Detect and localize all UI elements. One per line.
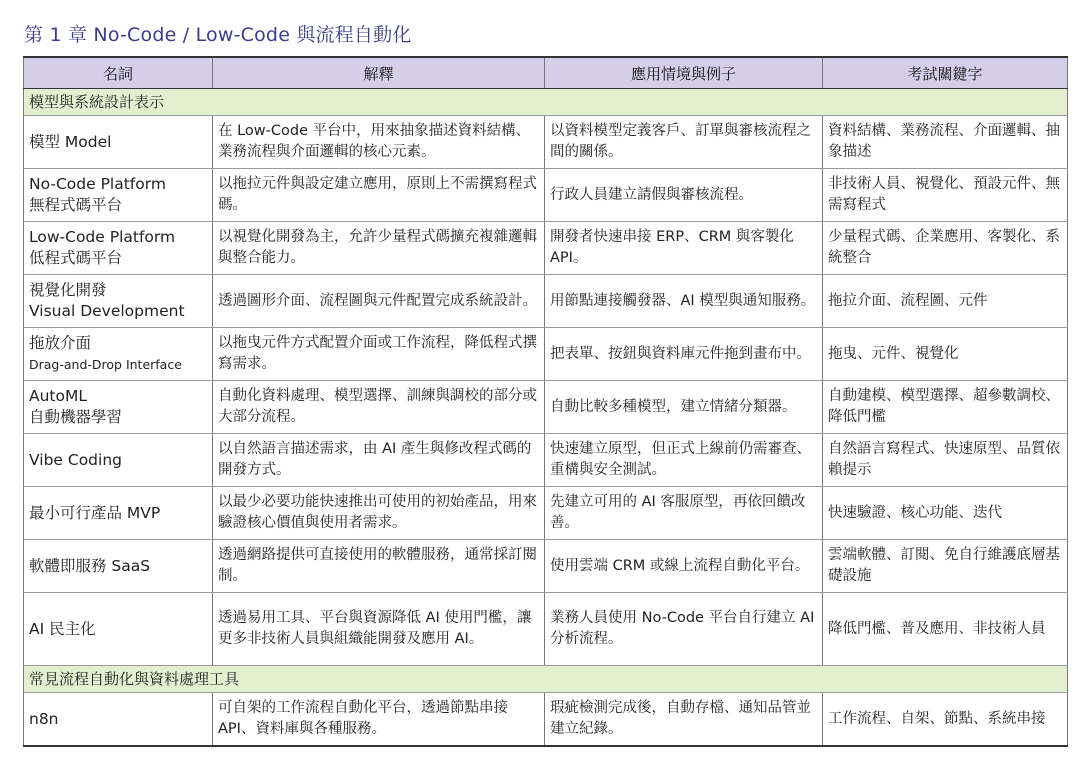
section-title: 模型與系統設計表示 <box>24 89 1068 116</box>
term-subtitle: 自動機器學習 <box>29 408 123 426</box>
term-cell <box>24 328 213 381</box>
term-name: 軟體即服務 SaaS <box>29 556 151 575</box>
example-cell: 快速建立原型，但正式上線前仍需審查、重構與安全測試。 <box>545 434 823 487</box>
table-row <box>24 434 1068 487</box>
term-name: 拖放介面 <box>29 334 92 352</box>
description-cell: 自動化資料處理、模型選擇、訓練與調校的部分或大部分流程。 <box>213 381 545 434</box>
term-cell <box>24 434 213 487</box>
description-cell: 透過易用工具、平台與資源降低 AI 使用門檻，讓更多非技術人員與組織能開發及應用 AI。 <box>213 593 545 666</box>
term-name: 視覺化開發 <box>29 281 107 299</box>
example-cell: 把表單、按鈕與資料庫元件拖到畫布中。 <box>545 328 823 381</box>
description-cell: 在 Low-Code 平台中，用來抽象描述資料結構、業務流程與介面邏輯的核心元素。 <box>213 116 545 169</box>
description-cell: 以自然語言描述需求，由 AI 產生與修改程式碼的開發方式。 <box>213 434 545 487</box>
keywords-cell: 快速驗證、核心功能、迭代 <box>823 487 1068 540</box>
description-cell: 透過網路提供可直接使用的軟體服務，通常採訂閱制。 <box>213 540 545 593</box>
term-name: 最小可行產品 MVP <box>29 503 161 522</box>
term-name: AutoML <box>29 387 87 405</box>
term-name: Low-Code Platform <box>29 228 176 246</box>
description-cell: 可自架的工作流程自動化平台，透過節點串接 API、資料庫與各種服務。 <box>213 693 545 747</box>
section-title: 常見流程自動化與資料處理工具 <box>24 666 1068 693</box>
term-subtitle: 低程式碼平台 <box>29 249 123 267</box>
section-row <box>24 666 1068 693</box>
keywords-cell: 降低門檻、普及應用、非技術人員 <box>823 593 1068 666</box>
term-cell <box>24 540 213 593</box>
example-cell: 開發者快速串接 ERP、CRM 與客製化 API。 <box>545 222 823 275</box>
example-cell: 行政人員建立請假與審核流程。 <box>545 169 823 222</box>
term-subtitle: Visual Development <box>29 302 185 320</box>
example-cell: 業務人員使用 No-Code 平台自行建立 AI 分析流程。 <box>545 593 823 666</box>
table-header-row <box>24 57 1068 89</box>
table-body <box>24 89 1068 747</box>
term-subtitle: Drag-and-Drop Interface <box>29 357 182 372</box>
keywords-cell: 自動建模、模型選擇、超參數調校、降低門檻 <box>823 381 1068 434</box>
term-cell <box>24 693 213 747</box>
example-cell: 瑕疵檢測完成後，自動存檔、通知品管並建立紀錄。 <box>545 693 823 747</box>
table-row <box>24 381 1068 434</box>
header-description: 解釋 <box>213 57 545 89</box>
table-row <box>24 275 1068 328</box>
example-cell: 先建立可用的 AI 客服原型，再依回饋改善。 <box>545 487 823 540</box>
header-example: 應用情境與例子 <box>545 57 823 89</box>
description-cell: 以拖曳元件方式配置介面或工作流程，降低程式撰寫需求。 <box>213 328 545 381</box>
description-cell: 以視覺化開發為主，允許少量程式碼擴充複雜邏輯與整合能力。 <box>213 222 545 275</box>
term-name: Vibe Coding <box>29 450 122 469</box>
keywords-cell: 非技術人員、視覺化、預設元件、無需寫程式 <box>823 169 1068 222</box>
description-cell: 以最少必要功能快速推出可使用的初始產品，用來驗證核心價值與使用者需求。 <box>213 487 545 540</box>
term-cell <box>24 487 213 540</box>
table-row <box>24 487 1068 540</box>
term-name: n8n <box>29 709 59 728</box>
example-cell: 以資料模型定義客戶、訂單與審核流程之間的關係。 <box>545 116 823 169</box>
keywords-cell: 工作流程、自架、節點、系統串接 <box>823 693 1068 747</box>
term-subtitle: 無程式碼平台 <box>29 196 123 214</box>
keywords-cell: 自然語言寫程式、快速原型、品質依賴提示 <box>823 434 1068 487</box>
term-cell <box>24 593 213 666</box>
description-cell: 以拖拉元件與設定建立應用，原則上不需撰寫程式碼。 <box>213 169 545 222</box>
term-cell <box>24 222 213 275</box>
table-row <box>24 169 1068 222</box>
header-keywords: 考試關鍵字 <box>823 57 1068 89</box>
table-row <box>24 693 1068 747</box>
table-row <box>24 328 1068 381</box>
term-cell <box>24 275 213 328</box>
example-cell: 自動比較多種模型，建立情緒分類器。 <box>545 381 823 434</box>
keywords-cell: 雲端軟體、訂閱、免自行維護底層基礎設施 <box>823 540 1068 593</box>
term-cell <box>24 381 213 434</box>
table-row <box>24 116 1068 169</box>
term-cell <box>24 169 213 222</box>
keywords-cell: 拖拉介面、流程圖、元件 <box>823 275 1068 328</box>
header-term: 名詞 <box>24 57 213 89</box>
page-title: 第 1 章 No-Code / Low-Code 與流程自動化 <box>24 24 412 46</box>
keywords-cell: 資料結構、業務流程、介面邏輯、抽象描述 <box>823 116 1068 169</box>
keywords-cell: 拖曳、元件、視覺化 <box>823 328 1068 381</box>
table-row <box>24 222 1068 275</box>
term-name: No-Code Platform <box>29 175 166 193</box>
table-row <box>24 540 1068 593</box>
keywords-cell: 少量程式碼、企業應用、客製化、系統整合 <box>823 222 1068 275</box>
description-cell: 透過圖形介面、流程圖與元件配置完成系統設計。 <box>213 275 545 328</box>
term-cell <box>24 116 213 169</box>
example-cell: 用節點連接觸發器、AI 模型與通知服務。 <box>545 275 823 328</box>
table-row <box>24 593 1068 666</box>
section-row <box>24 89 1068 116</box>
term-name: 模型 Model <box>29 132 112 151</box>
term-name: AI 民主化 <box>29 619 96 638</box>
example-cell: 使用雲端 CRM 或線上流程自動化平台。 <box>545 540 823 593</box>
glossary-table <box>23 56 1068 747</box>
